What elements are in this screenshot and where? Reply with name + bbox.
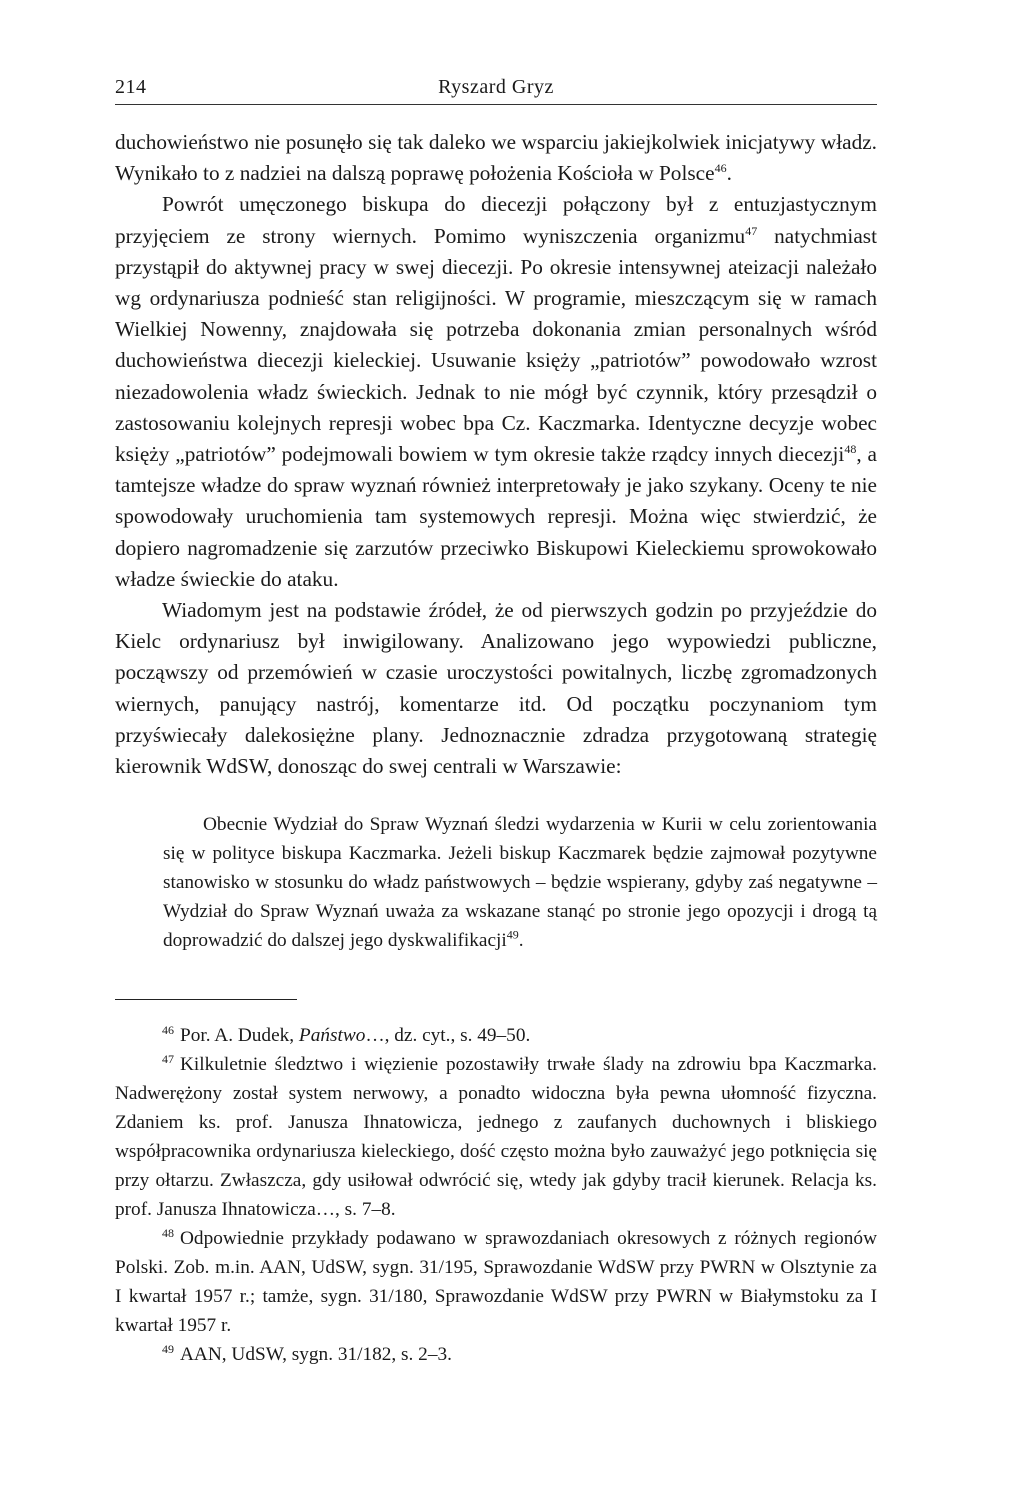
block-quote (163, 810, 877, 955)
paragraph-2 (115, 189, 877, 595)
paragraph-1 (115, 127, 877, 189)
footnote-text: Kilkuletnie śledztwo i więzienie pozostawiły trwałe ślady na zdrowiu bpa Kaczmarka. Nadwerężony został system nerwowy, a ponadto widoczna była pewna ułomność fizyczna. Zdaniem ks. prof. Janusza Ihnatowicza, jednego z zaufanych duchownych i bliskiego współpracownika ordynariusza kieleckiego, dość często można było zauważyć jego potknięcia się przy ołtarzu. Zwłaszcza, gdy usiłował odwrócić się, wtedy jak gdyby tracił kierunek. Relacja ks. prof. Janusza Ihnatowicza…, s. 7–8. (115, 1054, 877, 1221)
footnote-46 (115, 1021, 877, 1050)
footnote-divider (115, 999, 297, 1000)
quote-text: . (518, 930, 524, 952)
footnote-number: 48 (162, 1225, 174, 1240)
footnote-49 (115, 1340, 877, 1369)
footnote-ref-49[interactable]: 49 (506, 927, 519, 942)
footnote-number: 46 (162, 1022, 174, 1037)
footnotes (115, 1021, 877, 1369)
footnote-italic-title: Państwo (298, 1025, 366, 1047)
paragraph-text: natychmiast przystąpił do aktywnej pracy w swej diecezji. Po okresie intensywnej ateizacji należało wg ordynariusza podnieść stan religijności. W programie, mieszczącym się w ramach Wielkiej Nowenny, znajdowała się potrzeba dokonania zmian personalnych wśród duchowieństwa diecezji kieleckiej. Usuwanie księży „patriotów” powodowało wzrost niezadowolenia władz świeckich. Jednak to nie mógł być czynnik, który przesądził o zastosowaniu kolejnych represji wobec bpa Cz. Kaczmarka. Identyczne decyzje wobec księży „patriotów” podejmowali bowiem w tym okresie także rządcy innych diecezji (115, 223, 878, 467)
running-title-author: Ryszard Gryz (438, 76, 554, 98)
footnote-text: Por. A. Dudek, (180, 1025, 299, 1047)
footnote-number: 47 (162, 1051, 174, 1066)
footnote-47 (115, 1050, 877, 1224)
document-page (115, 70, 877, 1369)
paragraph-text: duchowieństwo nie posunęło się tak daleko we wsparciu jakiejkolwiek inicjatywy władz. Wynikało to z nadziei na dalszą poprawę położenia Kościoła w Polsce (115, 130, 877, 186)
footnote-ref-48[interactable]: 48 (844, 441, 857, 456)
quote-paragraph (163, 810, 877, 955)
footnote-text: …, dz. cyt., s. 49–50. (365, 1025, 531, 1047)
running-header (115, 70, 877, 105)
paragraph-text: Powrót umęczonego biskupa do diecezji połączony był z entuzjastycznym przyjęciem ze strony wiernych. Pomimo wyniszczenia organizmu (115, 192, 877, 248)
main-text (115, 127, 877, 782)
footnote-ref-46[interactable]: 46 (714, 161, 727, 176)
footnote-48 (115, 1224, 877, 1340)
quote-text: Obecnie Wydział do Spraw Wyznań śledzi wydarzenia w Kurii w celu zorientowania się w polityce biskupa Kaczmarka. Jeżeli biskup Kaczmarek będzie zajmował pozytywne stanowisko w stosunku do władz państwowych – będzie wspierany, gdyby zaś negatywne – Wydział do Spraw Wyznań uważa za wskazane stanąć po stronie jego opozycji i drogą tą doprowadzić do dalszej jego dyskwalifikacji (163, 814, 877, 952)
paragraph-text: , a tamtejsze władze do spraw wyznań również interpretowały je jako szykany. Oceny te nie spowodowały uruchomienia tam systemowych represji. Można więc stwierdzić, że dopiero nagromadzenie się zarzutów przeciwko Biskupowi Kieleckiemu sprowokowało władze świeckie do ataku. (115, 442, 877, 591)
page-number: 214 (115, 76, 147, 98)
footnote-number: 49 (162, 1341, 174, 1356)
footnote-ref-47[interactable]: 47 (745, 223, 758, 238)
paragraph-text: . (726, 161, 732, 186)
footnote-text: Odpowiednie przykłady podawano w sprawozdaniach okresowych z różnych regionów Polski. Zob. m.in. AAN, UdSW, sygn. 31/195, Sprawozdanie WdSW przy PWRN w Olsztynie za I kwartał 1957 r.; tamże, sygn. 31/180, Sprawozdanie WdSW przy PWRN w Białymstoku za I kwartał 1957 r. (115, 1228, 877, 1337)
paragraph-3 (115, 595, 877, 782)
paragraph-text: Wiadomym jest na podstawie źródeł, że od pierwszych godzin po przyjeździe do Kielc ordynariusz był inwigilowany. Analizowano jego wypowiedzi publiczne, począwszy od przemówień w czasie uroczystości powitalnych, liczbę zgromadzonych wiernych, panujący nastrój, komentarze itd. Od początku poczynaniom tym przyświecały dalekosiężne plany. Jednoznacznie zdradza przygotowaną strategię kierownik WdSW, donosząc do swej centrali w Warszawie: (115, 598, 877, 779)
footnote-text: AAN, UdSW, sygn. 31/182, s. 2–3. (180, 1344, 452, 1366)
